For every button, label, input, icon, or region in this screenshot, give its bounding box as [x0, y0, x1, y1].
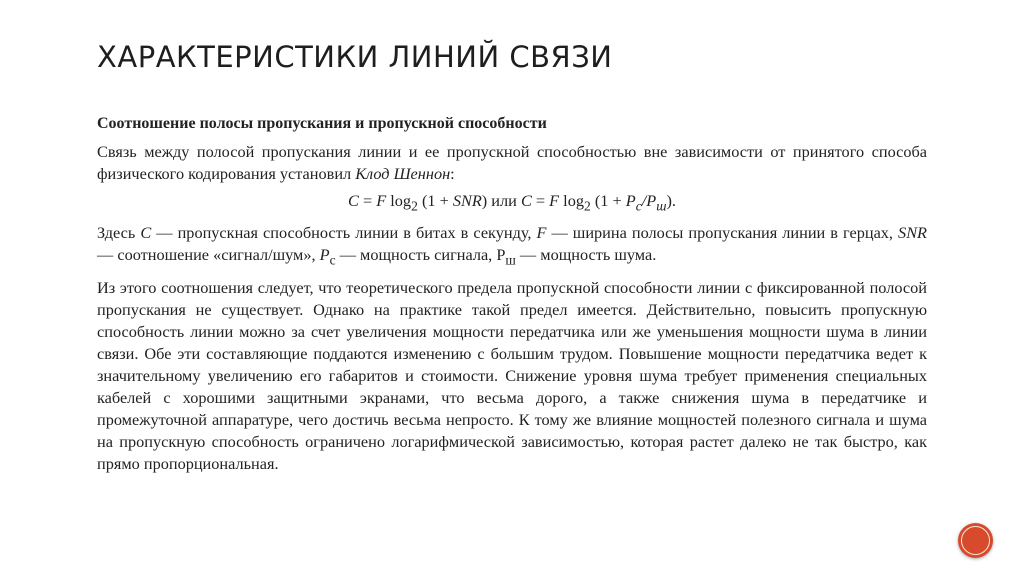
formula-eq2: = — [531, 191, 550, 210]
decorative-circle-icon — [958, 523, 993, 558]
def-c: C — [140, 223, 152, 243]
formula-sub-sh — [656, 198, 666, 213]
intro-paragraph — [97, 141, 927, 185]
formula-snr: SNR — [452, 191, 482, 210]
def-psh-sub: ш — [505, 252, 516, 268]
formula-sub-sh-text: ш — [656, 198, 667, 214]
shannon-formula — [97, 190, 927, 217]
def-4: — соотношение «сигнал/шум», — [97, 245, 320, 265]
formula-close2: ). — [666, 191, 676, 210]
formula-p-signal: P — [625, 191, 636, 210]
definitions-paragraph — [97, 222, 927, 271]
formula-open1: (1 + — [417, 191, 453, 210]
intro-end: : — [450, 164, 455, 183]
formula-open2: (1 + — [590, 191, 626, 210]
def-pc: P — [319, 245, 330, 265]
body-paragraph: Из этого соотношения следует, что теоретического предела пропускной способности линии с фиксированной полосой пропускания не существует. Однако на практике такой предел имеется. Действительно, повысить пропускную способность линии можно за счет увеличения мощности передатчика или же уменьшения мощности шума в линии связи. Обе эти составляющие поддаются изменению с большим трудом. Повышение мощности передатчика ведет к значительному увеличению его габаритов и стоимости. Снижение уровня шума требует применения специальных кабелей с хорошими защитными экранами, что весьма дорого, а также снижения шума в передатчике и промежуточной аппаратуре, чего достичь весьма непросто. К тому же влияние мощностей полезного сигнала и шума на пропускную способность ограничено логарифмической зависимостью, которая растет далеко не так быстро, как прямо пропорциональная. — [97, 277, 927, 473]
def-1: Здесь — [97, 223, 141, 243]
def-f: F — [536, 223, 547, 243]
def-2: — пропускная способность линии в битах в секунду, — [151, 223, 537, 243]
formula-slash: / — [641, 191, 647, 210]
formula-sub-c-text: с — [635, 198, 642, 214]
slide-content — [97, 113, 927, 480]
formula-eq1: = — [358, 191, 377, 210]
formula-base2: 2 — [583, 198, 591, 214]
section-subtitle: Соотношение полосы пропускания и пропускной способности — [97, 115, 547, 132]
slide-title: ХАРАКТЕРИСТИКИ ЛИНИЙ СВЯЗИ — [97, 40, 613, 74]
def-snr: SNR — [898, 223, 927, 243]
def-6: — мощность шума. — [515, 245, 657, 265]
def-5: — мощность сигнала, Р — [335, 245, 506, 265]
author-name: Клод Шеннон — [355, 164, 451, 183]
formula-f1: F — [376, 191, 387, 210]
formula-f2: F — [549, 191, 560, 210]
formula-log1: log — [386, 191, 412, 210]
intro-text: Связь между полосой пропускания линии и ее пропускной способностью вне зависимости от принятого способа физического кодирования установил — [97, 142, 927, 183]
formula-close1: ) — [481, 191, 492, 210]
formula-p-noise: P — [646, 191, 657, 210]
formula-base1: 2 — [411, 198, 418, 214]
formula-c2: C — [520, 191, 532, 210]
formula-c1: C — [348, 191, 359, 210]
formula-or: или — [491, 191, 517, 210]
def-pc-sub: с — [329, 252, 336, 268]
formula-log2: log — [559, 191, 584, 210]
def-3: — ширина полосы пропускания линии в герцах, — [546, 223, 899, 243]
